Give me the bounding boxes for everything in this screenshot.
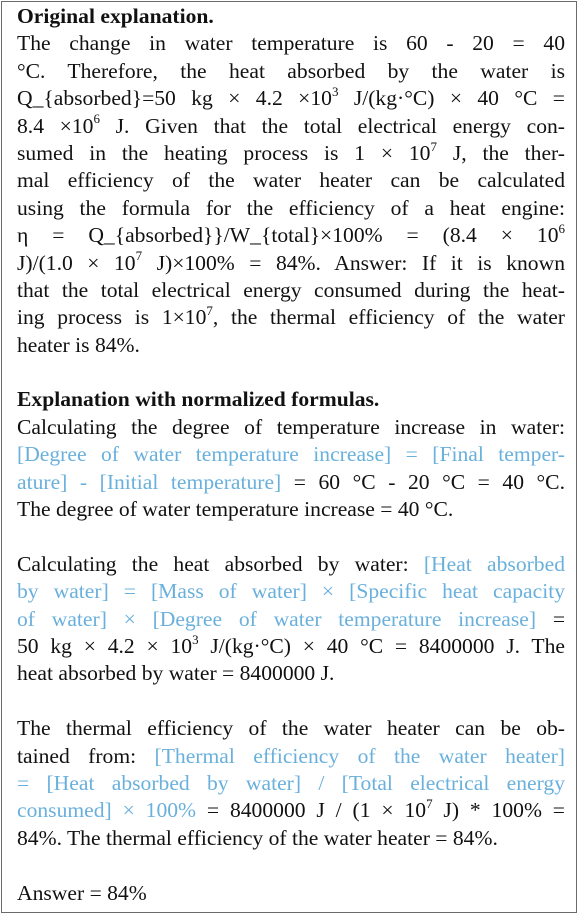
formula-highlight: by water] = [Mass of water] × [Specific heat capacity xyxy=(17,579,565,604)
p1-line-2 xyxy=(17,441,565,468)
p2-line-5: heat absorbed by water = 8400000 J. xyxy=(17,661,335,686)
original-line-1: The change in water temperature is 60 - 20 = 40 xyxy=(17,31,565,56)
p1-line-4: The degree of water temperature increase = 40 °C. xyxy=(17,497,454,522)
original-line-10: that the total electrical energy consumed during the heat- xyxy=(17,277,565,302)
original-line-7: using the formula for the efficiency of a heat engine: xyxy=(17,195,565,220)
formula-highlight: of water] × [Degree of water temperature increase] xyxy=(17,606,537,631)
original-line-2: °C. Therefore, the heat absorbed by the water is xyxy=(17,58,565,83)
p2-line-4: 50 kg × $4.2 \times 10^3$ J/(kg·°C) × 40 °C = 8400000 J. The xyxy=(17,631,565,658)
p3-line-4: consumed] × 100% = 8400000 $J / (1 \times 10^7$ J) * 100% = xyxy=(17,796,565,823)
original-line-3: Q_{absorbed}=50 kg × $4.2 \times 10^3$ J/(kg·°C) × 40 °C = xyxy=(17,83,565,111)
p1-line-1: Calculating the degree of temperature increase in water: xyxy=(17,414,565,439)
normalized-heading: Explanation with normalized formulas. xyxy=(17,387,380,412)
formula-highlight: ature] - [Initial temperature] xyxy=(17,469,282,494)
original-line-8: η = Q_{absorbed}}/W_{total}×100% = ($8.4 \times 10^6$ xyxy=(17,220,565,248)
p3-line-5: 84%. The thermal efficiency of the water heater = 84%. xyxy=(17,825,498,850)
spacer xyxy=(17,852,565,879)
p3-line-1: The thermal efficiency of the water heater can be ob- xyxy=(17,716,565,741)
formula-highlight: [Heat absorbed xyxy=(423,551,565,576)
original-line-6: mal efficiency of the water heater can be calculated xyxy=(17,168,565,193)
formula-highlight: [Thermal efficiency of the water heater] xyxy=(154,743,565,768)
original-line-5: sumed in the heating process is $1 \times 10^7$ J, the ther- xyxy=(17,138,565,165)
p2-line-3: of water] × [Degree of water temperature increase] = xyxy=(17,606,566,631)
original-line-4: $8.4 \times 10^6$ J. Given that the total electrical energy con- xyxy=(17,111,565,138)
original-line-9: $J)/(1.0 \times 10^7$ J)×100% = 84%. Answer: If it is known xyxy=(17,248,565,275)
original-line-11: ing process is $1\times 10^7$, the thermal efficiency of the water xyxy=(17,303,565,330)
final-answer: Answer = 84% xyxy=(17,880,147,905)
original-line-12: heater is 84%. xyxy=(17,332,140,357)
p2-line-2 xyxy=(17,578,565,605)
spacer xyxy=(17,688,565,715)
p2-line-1: Calculating the heat absorbed by water: [Heat absorbed xyxy=(17,551,565,576)
original-heading: Original explanation. xyxy=(17,4,214,28)
explanation-content xyxy=(17,3,565,907)
p1-line-3: ature] - [Initial temperature] = 60 °C - 20 °C = 40 °C. xyxy=(17,469,565,494)
formula-highlight: = [Heat absorbed by water] / [Total electrical energy xyxy=(17,770,565,795)
spacer xyxy=(17,523,565,550)
p3-line-3 xyxy=(17,770,565,797)
p3-line-2: tained from: [Thermal efficiency of the water heater] xyxy=(17,743,565,768)
formula-highlight: consumed] × 100% xyxy=(17,798,197,823)
spacer xyxy=(17,359,565,386)
formula-highlight: [Degree of water temperature increase] = [Final temper- xyxy=(17,442,565,467)
